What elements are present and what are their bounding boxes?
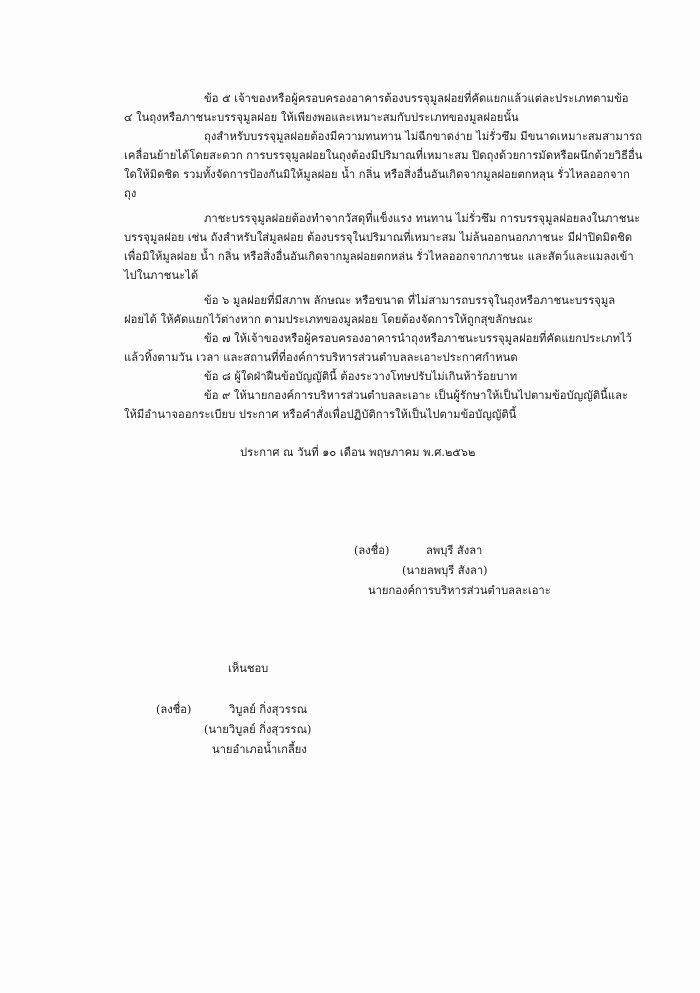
approval-position: นายอำเภอน้ำเกลี้ยง xyxy=(212,743,307,756)
clause-9-line-1: ข้อ ๙ ให้นายกองค์การบริหารส่วนตำบลละเอาะ เป็นผู้รักษาให้เป็นไปตามข้อบัญญัตินี้และ xyxy=(204,389,629,402)
bag-paragraph-line-4: ถุง xyxy=(124,187,137,200)
clause-7-line-1: ข้อ ๗ ให้เจ้าของหรือผู้ครอบครองอาคารนำถุงหรือภาชนะบรรจุมูลฝอยที่คัดแยกประเภทไว้ xyxy=(204,332,633,345)
approval-heading: เห็นชอบ xyxy=(228,662,269,675)
clause-8-line-1: ข้อ ๘ ผู้ใดฝ่าฝืนข้อบัญญัตินี้ ต้องระวางโทษปรับไม่เกินห้าร้อยบาท xyxy=(204,370,518,383)
bag-paragraph-line-2: เคลื่อนย้ายได้โดยสะดวก การบรรจุมูลฝอยในถุงต้องมีปริมาณที่เหมาะสม ปิดถุงด้วยการมัดหรือผนึกด้วยวิธีอื่น xyxy=(124,149,643,162)
signer-position: นายกองค์การบริหารส่วนตำบลละเอาะ xyxy=(368,584,551,597)
approval-full-name: (นายวิบูลย์ กิ่งสุวรรณ) xyxy=(204,723,312,736)
bag-paragraph-line-3: ใดให้มิดชิด รวมทั้งจัดการป้องกันมิให้มูลฝอย น้ำ กลิ่น หรือสิ่งอื่นอันเกิดจากมูลฝอยตกหลุน รั่วไหลออกจาก xyxy=(124,168,630,181)
clause-5-line-2: ๔ ในถุงหรือภาชนะบรรจุมูลฝอย ให้เพียงพอและเหมาะสมกับประเภทของมูลฝอยนั้น xyxy=(124,111,519,124)
clause-5-line-1: ข้อ ๕ เจ้าของหรือผู้ครอบครองอาคารต้องบรรจุมูลฝอยที่คัดแยกแล้วแต่ละประเภทตามข้อ xyxy=(204,92,629,105)
clause-6-line-1: ข้อ ๖ มูลฝอยที่มีสภาพ ลักษณะ หรือขนาด ที่ไม่สามารถบรรจุในถุงหรือภาชนะบรรจุมูล xyxy=(204,294,616,307)
clause-7-line-2: แล้วทิ้งตามวัน เวลา และสถานที่ที่องค์การบริหารส่วนตำบลละเอาะประกาศกำหนด xyxy=(124,351,518,364)
signer-signature-name: ลพบุรี สังลา xyxy=(426,544,483,557)
container-paragraph-line-1: ภาชะบรรจุมูลฝอยต้องทำจากวัสดุที่แข็งแรง ทนทาน ไม่รั่วซึม การบรรจุมูลฝอยลงในภาชนะ xyxy=(204,212,641,225)
container-paragraph-line-2: บรรจุมูลฝอย เช่น ถังสำหรับใส่มูลฝอย ต้องบรรจุในปริมาณที่เหมาะสม ไม่ล้นออกนอกภาชนะ มีฝาปิดมิดชิด xyxy=(124,231,633,244)
approval-sign-label: (ลงชื่อ) xyxy=(156,703,192,716)
container-paragraph-line-3: เพื่อมิให้มูลฝอย น้ำ กลิ่น หรือสิ่งอื่นอันเกิดจากมูลฝอยตกหล่น รั่วไหลออกจากภาชนะ และสัตว์และแมลงเข้า xyxy=(124,250,634,263)
signer-full-name: (นายลพบุรี สังลา) xyxy=(402,564,488,577)
approval-signature-name: วิบูลย์ กิ่งสุวรรณ xyxy=(229,703,308,716)
announcement-date: ประกาศ ณ วันที่ ๑๐ เดือน พฤษภาคม พ.ศ.๒๕๖๒ xyxy=(240,446,476,459)
container-paragraph-line-4: ไปในภาชนะได้ xyxy=(124,269,199,282)
bag-paragraph-line-1: ถุงสำหรับบรรจุมูลฝอยต้องมีความทนทาน ไม่ฉีกขาดง่าย ไม่รั่วซึม มีขนาดเหมาะสมสามารถ xyxy=(204,130,643,143)
clause-9-line-2: ให้มีอำนาจออกระเบียบ ประกาศ หรือคำสั่งเพื่อปฏิบัติการให้เป็นไปตามข้อบัญญัตินี้ xyxy=(124,408,517,421)
signer-sign-label: (ลงชื่อ) xyxy=(354,544,390,557)
clause-6-line-2: ฝอยได้ ให้คัดแยกไว้ต่างหาก ตามประเภทของมูลฝอย โดยต้องจัดการให้ถูกสุขลักษณะ xyxy=(124,313,533,326)
